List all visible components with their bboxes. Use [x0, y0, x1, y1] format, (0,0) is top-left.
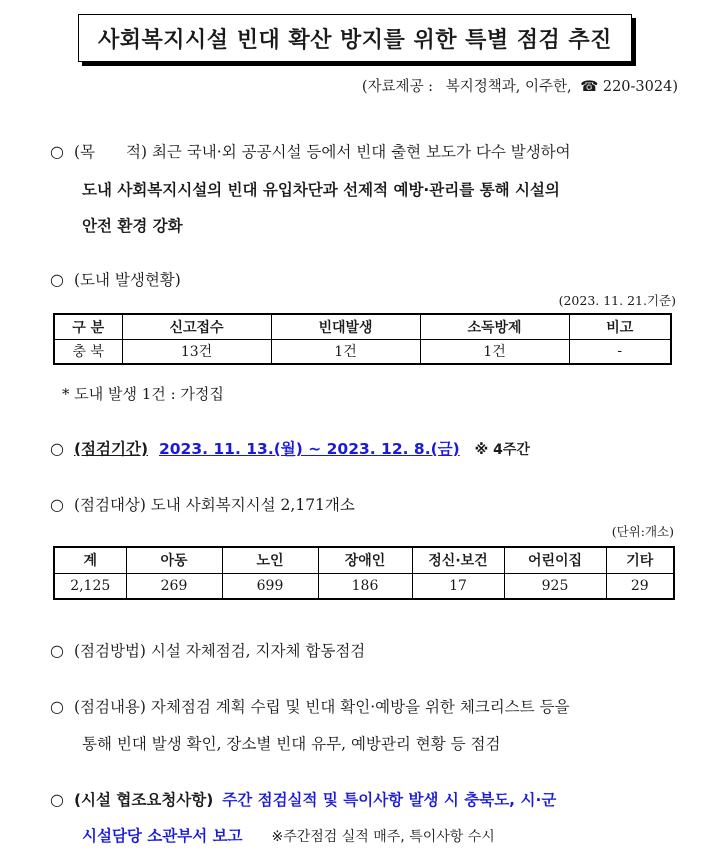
purpose-text-1: 최근 국내·외 공공시설 등에서 빈대 출현 보도가 다수 발생하여 — [151, 143, 571, 161]
target-cell: 925 — [504, 573, 606, 599]
method-label: (점검방법) — [73, 642, 146, 660]
target-line — [50, 493, 355, 515]
bullet-circle: ○ — [50, 641, 64, 660]
page-title: 사회복지시설 빈대 확산 방지를 위한 특별 점검 추진 — [78, 14, 632, 62]
status-footnote: * 도내 발생 1건 : 가정집 — [62, 385, 224, 403]
source-dept: 복지정책과, 이주한, — [445, 79, 572, 95]
bullet-circle: ○ — [50, 697, 64, 716]
request-label: (시설 협조요청사항) — [73, 791, 214, 809]
target-header-cell: 장애인 — [318, 547, 412, 573]
target-cell: 269 — [126, 573, 222, 599]
method-line — [50, 639, 365, 661]
target-header-cell: 노인 — [222, 547, 318, 573]
period-note: ※ 4주간 — [474, 442, 530, 458]
target-cell: 186 — [318, 573, 412, 599]
status-as-of: (2023. 11. 21.기준) — [558, 293, 676, 308]
target-header-cell: 계 — [54, 547, 126, 573]
status-cell: 1건 — [420, 339, 569, 364]
status-header-cell: 구 분 — [54, 314, 122, 339]
target-value: 도내 사회복지시설 2,171개소 — [150, 496, 355, 514]
status-header-cell: 빈대발생 — [271, 314, 420, 339]
purpose-line-1 — [50, 140, 571, 162]
phone-icon: ☎ — [580, 79, 599, 95]
bullet-circle: ○ — [50, 142, 64, 161]
source-line — [362, 75, 678, 96]
target-header-cell: 아동 — [126, 547, 222, 573]
bullet-circle: ○ — [50, 495, 64, 514]
request-line-1 — [50, 788, 556, 810]
request-line-2 — [82, 824, 495, 846]
content-line-1 — [50, 695, 570, 717]
target-cell: 699 — [222, 573, 318, 599]
target-header-cell: 기타 — [606, 547, 674, 573]
content-line-2: 통해 빈대 발생 확인, 장소별 빈대 유무, 예방관리 현황 등 점검 — [82, 735, 501, 753]
purpose-line-2: 도내 사회복지시설의 빈대 유입차단과 선제적 예방·관리를 통해 시설의 — [82, 181, 560, 199]
status-cell: 1건 — [271, 339, 420, 364]
target-label: (점검대상) — [73, 496, 146, 514]
status-cell: 충 북 — [54, 339, 122, 364]
bullet-circle: ○ — [50, 439, 64, 458]
target-cell: 29 — [606, 573, 674, 599]
status-cell: - — [569, 339, 671, 364]
content-text-1: 자체점검 계획 수립 및 빈대 확인·예방을 위한 체크리스트 등을 — [150, 698, 570, 716]
bullet-circle: ○ — [50, 790, 64, 809]
period-label: (점검기간) — [73, 440, 149, 458]
period-line — [50, 437, 530, 459]
status-label: (도내 발생현황) — [73, 271, 181, 289]
purpose-label: (목 적) — [73, 143, 148, 161]
bullet-circle: ○ — [50, 270, 64, 289]
method-value: 시설 자체점검, 지자체 합동점검 — [150, 642, 366, 660]
target-cell: 17 — [412, 573, 504, 599]
status-header-cell: 소독방제 — [420, 314, 569, 339]
source-prefix: (자료제공 : — [361, 79, 434, 95]
source-phone: 220-3024) — [602, 79, 678, 95]
target-cell: 2,125 — [54, 573, 126, 599]
status-cell: 13건 — [122, 339, 271, 364]
purpose-line-3: 안전 환경 강화 — [82, 217, 183, 235]
period-value: 2023. 11. 13.(월) ~ 2023. 12. 8.(금) — [158, 440, 460, 458]
request-note: ※주간점검 실적 매주, 특이사항 수시 — [271, 829, 495, 845]
target-header-cell: 정신·보건 — [412, 547, 504, 573]
status-table — [53, 313, 672, 365]
status-header-cell: 신고접수 — [122, 314, 271, 339]
status-header-cell: 비고 — [569, 314, 671, 339]
target-header-cell: 어린이집 — [504, 547, 606, 573]
target-table — [53, 546, 675, 600]
request-text-1: 주간 점검실적 및 특이사항 발생 시 충북도, 시·군 — [222, 791, 557, 809]
request-text-2: 시설담당 소관부서 보고 — [82, 827, 243, 845]
content-label: (점검내용) — [73, 698, 146, 716]
target-unit: (단위:개소) — [611, 524, 674, 539]
status-heading — [50, 268, 181, 290]
